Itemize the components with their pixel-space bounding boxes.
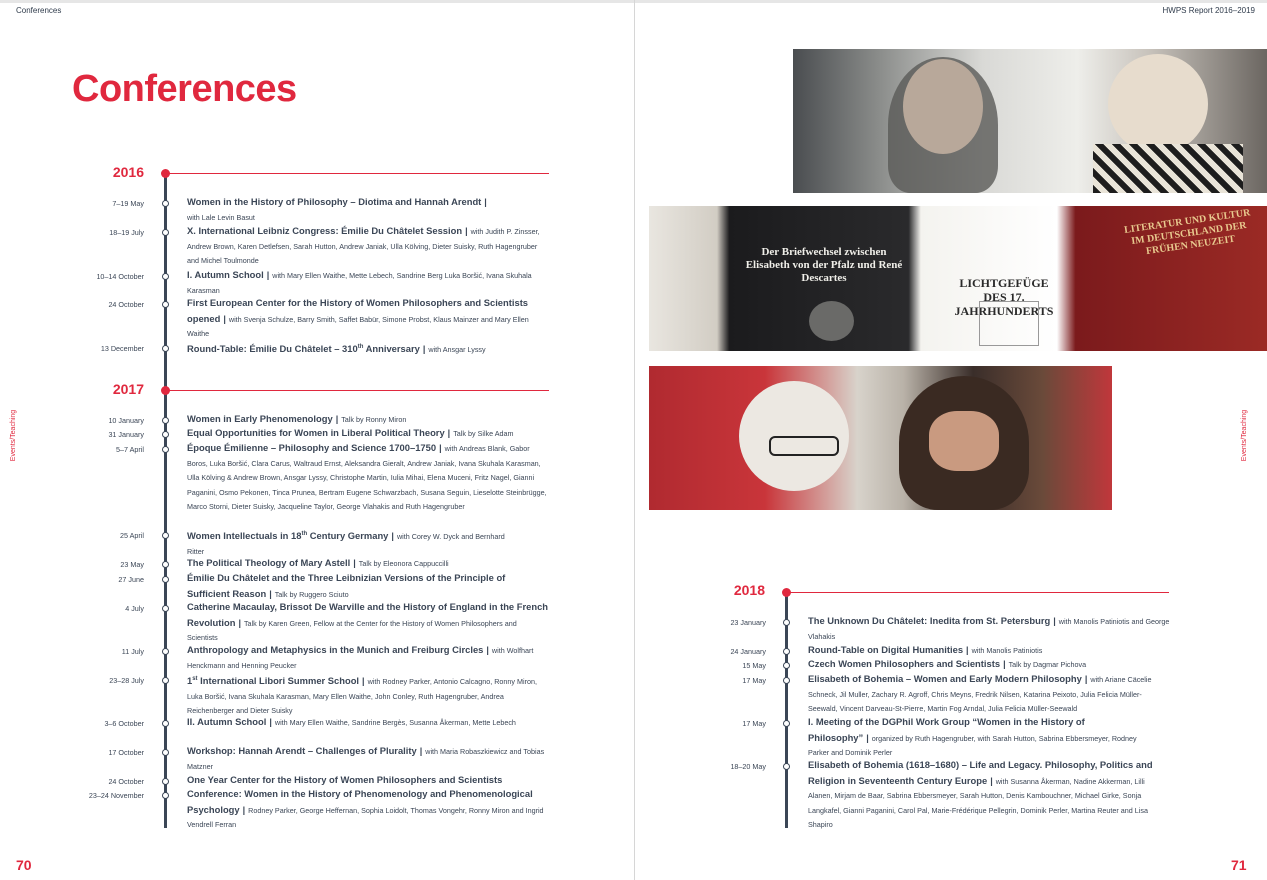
event-title: X. International Leibniz Congress: Émilie Du Châtelet Session (187, 225, 463, 236)
event-dot (162, 431, 169, 438)
event-title: First European Center for the History of Women Philosophers and Scientists opened (187, 297, 529, 324)
event-dot (162, 229, 169, 236)
event-entry: Equal Opportunities for Women in Liberal Political Theory | Talk by Silke Adam (187, 427, 514, 438)
top-rule (635, 0, 1267, 3)
side-label-left: Events/Teaching (10, 409, 18, 462)
event-dot (162, 605, 169, 612)
event-entry: Elisabeth of Bohemia – Women and Early Modern Philosophy | with Ariane Cäcelie Schneck, Jil Muller, Zachary R. Agroff, Chris Meyns, Fredrik Nilsen, Katarina Peixoto, Julia Felicia Müller-Seewald, Vincent Darveau-St-Pierre, Martin Fog Arndal, Julia Felicia Müller-Seewald (808, 673, 1152, 713)
event-date: 23–28 July (109, 676, 144, 685)
event-title: Women in the History of Philosophy – Diotima and Hannah Arendt (187, 196, 482, 207)
event-title: Émilie Du Châtelet and the Three Leibnizian Versions of the Principle of Sufficient Reason (187, 572, 506, 599)
event-date: 15 May (742, 661, 766, 670)
event-title: One Year Center for the History of Women Philosophers and Scientists (187, 774, 503, 785)
photo-two-people-talking (793, 49, 1267, 193)
event-details: with Judith P. Zinsser, Andrew Brown, Karen Detlefsen, Sarah Hutton, Andrew Janiak, Ulla Kölving, Dieter Suisky, Ruth Hagengruber and Michel Toulmonde (187, 227, 540, 265)
event-dot (162, 532, 169, 539)
event-date: 3–6 October (104, 719, 144, 728)
event-entry: Conference: Women in the History of Phenomenology and Phenomenological Psychology | Rodney Parker, George Heffernan, Sophia Loidolt, Thomas Vongehr, Ronny Miron and Ingrid Vendrell Ferran (187, 788, 544, 829)
event-details: with Rodney Parker, Antonio Calcagno, Ronny Miron, Luka Boršić, Ivana Skuhala Karasman, Mary Ellen Waithe, John Conley, Ruth Hagengruber, Andrea Reichenberger and Dieter Suisky (187, 677, 537, 716)
event-entry: I. Meeting of the DGPhil Work Group “Women in the History of Philosophy” | organized by Ruth Hagengruber, with Sarah Hutton, Sabrina Ebbersmeyer, Rodney Parker and Dominik Perler (808, 716, 1137, 757)
event-date: 10 January (108, 416, 144, 425)
event-entry: Round-Table: Émilie Du Châtelet – 310th Anniversary | with Ansgar Lyssy (187, 343, 486, 355)
event-details: Rodney Parker, George Heffernan, Sophia Loidolt, Thomas Vongehr, Ronny Miron and Ingrid Vendrell Ferran (187, 805, 544, 829)
event-entry: 1st International Libori Summer School | with Rodney Parker, Antonio Calcagno, Ronny Miron, Luka Boršić, Ivana Skuhala Karasman, Mary Ellen Waithe, John Conley, Ruth Hagengruber, Andrea Reichenberger and Dieter Suisky (187, 675, 537, 716)
book-title-1: Der Briefwechsel zwischen Elisabeth von der Pfalz und René Descartes (745, 246, 903, 284)
event-title: Anthropology and Metaphysics in the Munich and Freiburg Circles (187, 644, 484, 655)
event-details: with Svenja Schulze, Barry Smith, Saffet Babür, Simone Probst, Klaus Mainzer and Mary Ellen Waithe (187, 314, 529, 338)
event-dot (783, 677, 790, 684)
event-dot (783, 720, 790, 727)
event-entry: Czech Women Philosophers and Scientists | Talk by Dagmar Pichova (808, 658, 1087, 669)
event-dot (783, 662, 790, 669)
event-dot (162, 677, 169, 684)
event-date: 27 June (118, 575, 144, 584)
event-entry: The Political Theology of Mary Astell | Talk by Eleonora Cappuccilli (187, 557, 449, 568)
event-dot (162, 200, 169, 207)
photo-books (649, 206, 1267, 351)
event-entry: Elisabeth of Bohemia (1618–1680) – Life and Legacy. Philosophy, Politics and Religion in Seventeenth Century Europe | with Susanna Åkerman, Nadine Akkerman, Lilli Alanen, Mirjam de Baar, Sabrina Ebbersmeyer, Sarah Hutton, Denis Kambouchner, Michael Girke, Sonja Langkafel, Gianni Paganini, Carol Pal, Marie-Frédérique Pellegrin, Dominik Perler, Martina Reuter and Lisa Shapiro (808, 759, 1153, 829)
event-title: The Unknown Du Châtelet: Inedita from St. Petersburg (808, 615, 1051, 626)
event-dot (162, 417, 169, 424)
event-dot (783, 648, 790, 655)
event-dot (162, 561, 169, 568)
year-rule (166, 390, 549, 391)
event-date: 7–19 May (112, 199, 144, 208)
event-details: Talk by Ruggero Sciuto (274, 589, 349, 599)
event-dot (783, 763, 790, 770)
event-dot (162, 648, 169, 655)
event-title: I. Autumn School (187, 269, 264, 280)
event-date: 5–7 April (116, 445, 144, 454)
book-title-2: LICHTGEFÜGE DES 17. JAHRHUNDERTS (954, 276, 1054, 318)
event-details: with Andreas Blank, Gabor Boros, Luka Boršić, Clara Carus, Waltraud Ernst, Aleksandra Gieralt, Andrew Janiak, Ivana Skuhala Karasman, Ulla Kölving & Andrew Brown, Ansgar Lyssy, Christophe Martin, Iulia Mihai, Elena Muceni, Fritz Nagel, Gianni Paganini, Osmo Pekonen, Tinca Prunea, Bertram Eugene Schwarzbach, Susana Seguin, Lieselotte Steinbrügge, Marco Storni, Dieter Suisky, Jacqueline Taylor, George Vlahakis and Ruth Hagengruber (187, 444, 547, 511)
event-details: with Mary Ellen Waithe, Sandrine Bergès, Susanna Åkerman, Mette Lebech (274, 718, 516, 727)
event-dot (162, 576, 169, 583)
event-dot (162, 273, 169, 280)
event-title: Époque Émilienne – Philosophy and Science 1700–1750 (187, 442, 437, 453)
event-date: 17 May (742, 719, 766, 728)
event-entry: Catherine Macaulay, Brissot De Warville and the History of England in the French Revolution | Talk by Karen Green, Fellow at the Center for the History of Women Philosophers and Scientists (187, 601, 549, 642)
side-label-right: Events/Teaching (1241, 409, 1249, 462)
event-date: 17 May (742, 676, 766, 685)
page-number-left: 70 (16, 857, 32, 873)
event-dot (162, 720, 169, 727)
event-entry: The Unknown Du Châtelet: Inedita from St. Petersburg | with Manolis Patiniotis and George Vlahakis (808, 615, 1170, 641)
event-details: Talk by Silke Adam (453, 429, 514, 438)
event-title: Conference: Women in the History of Phenomenology and Phenomenological Psychology (187, 788, 533, 815)
event-dot (162, 301, 169, 308)
event-dot (162, 345, 169, 352)
event-dot (162, 749, 169, 756)
event-entry: Workshop: Hannah Arendt – Challenges of Plurality | with Maria Robaszkiewicz and Tobias Matzner (187, 745, 545, 771)
page-number-right: 71 (1231, 857, 1247, 873)
event-title: Czech Women Philosophers and Scientists (808, 658, 1001, 669)
event-entry: Émilie Du Châtelet and the Three Leibnizian Versions of the Principle of Sufficient Reason | Talk by Ruggero Sciuto (187, 572, 506, 599)
event-date: 25 April (120, 531, 144, 540)
running-head-left: Conferences (16, 6, 62, 15)
year-label: 2017 (112, 381, 144, 397)
event-details: with Susanna Åkerman, Nadine Akkerman, Lilli Alanen, Mirjam de Baar, Sabrina Ebbersmeyer, Sarah Hutton, Denis Kambouchner, Michael Girke, Sonja Langkafel, Gianni Paganini, Carol Pal, Marie-Frédérique Pellegrin, Dominik Perler, Martina Reuter and Lisa Shapiro (808, 776, 1148, 829)
event-details: with Ansgar Lyssy (428, 345, 486, 355)
event-date: 4 July (125, 604, 144, 613)
event-title: Elisabeth of Bohemia (1618–1680) – Life and Legacy. Philosophy, Politics and Religion in Seventeenth Century Europe (808, 759, 1153, 786)
event-dot (783, 619, 790, 626)
event-title: Round-Table on Digital Humanities (808, 644, 964, 655)
event-entry: Women Intellectuals in 18th Century Germany | with Corey W. Dyck and Bernhard Ritter (187, 530, 505, 556)
event-title: 1st International Libori Summer School (187, 675, 360, 687)
event-date: 13 December (100, 344, 144, 353)
event-entry: I. Autumn School | with Mary Ellen Waithe, Mette Lebech, Sandrine Berg Luka Boršić, Ivana Skuhala Karasman (187, 269, 532, 295)
event-entry: First European Center for the History of Women Philosophers and Scientists opened | with Svenja Schulze, Barry Smith, Saffet Babür, Simone Probst, Klaus Mainzer and Mary Ellen Waithe (187, 297, 529, 338)
event-dot (162, 446, 169, 453)
event-entry: Époque Émilienne – Philosophy and Science 1700–1750 | with Andreas Blank, Gabor Boros, Luka Boršić, Clara Carus, Waltraud Ernst, Aleksandra Gieralt, Andrew Janiak, Ivana Skuhala Karasman, Ulla Kölving & Andrew Brown, Ansgar Lyssy, Christophe Martin, Iulia Mihai, Elena Muceni, Fritz Nagel, Gianni Paganini, Osmo Pekonen, Tinca Prunea, Bertram Eugene Schwarzbach, Susana Seguin, Lieselotte Steinbrügge, Marco Storni, Dieter Suisky, Jacqueline Taylor, George Vlahakis and Ruth Hagengruber (187, 442, 547, 511)
event-date: 31 January (108, 430, 144, 439)
event-title: Women in Early Phenomenology (187, 413, 333, 424)
event-date: 18–19 July (109, 228, 144, 237)
event-date: 17 October (108, 748, 144, 757)
top-rule (0, 0, 634, 3)
event-entry: Round-Table on Digital Humanities | with Manolis Patiniotis (808, 644, 1043, 655)
year-rule (166, 173, 549, 174)
event-dot (162, 792, 169, 799)
event-details: with Lale Levin Basut (187, 212, 255, 222)
running-head-right: HWPS Report 2016–2019 (1162, 6, 1255, 15)
event-date: 18–20 May (730, 762, 766, 771)
event-title: The Political Theology of Mary Astell (187, 557, 351, 568)
event-details: Talk by Dagmar Pichova (1008, 660, 1087, 669)
year-label: 2016 (112, 164, 144, 180)
event-details: Talk by Eleonora Cappuccilli (358, 559, 449, 568)
event-details: with Ariane Cäcelie Schneck, Jil Muller, Zachary R. Agroff, Chris Meyns, Fredrik Nilsen, Katarina Peixoto, Julia Felicia Müller-Seewald, Vincent Darveau-St-Pierre, Martin Fog Arndal, Julia Felicia Müller-Seewald (808, 675, 1152, 713)
event-details: with Wolfhart Henckmann and Henning Peucker (187, 646, 534, 670)
event-date: 23 May (120, 560, 144, 569)
timeline-line (785, 592, 788, 828)
event-entry: Anthropology and Metaphysics in the Munich and Freiburg Circles | with Wolfhart Henckmann and Henning Peucker (187, 644, 534, 670)
event-title: Equal Opportunities for Women in Liberal Political Theory (187, 427, 445, 438)
event-details: with Corey W. Dyck and Bernhard Ritter (187, 532, 505, 556)
event-title: Round-Table: Émilie Du Châtelet – 310th Anniversary (187, 343, 420, 355)
book-title-3: LITERATUR UND KULTUR IM DEUTSCHLAND DER FRÜHEN NEUZEIT (1123, 207, 1252, 258)
event-title: I. Meeting of the DGPhil Work Group “Women in the History of Philosophy” (808, 716, 1085, 743)
event-title: II. Autumn School (187, 716, 267, 727)
event-date: 24 October (108, 300, 144, 309)
event-title: Workshop: Hannah Arendt – Challenges of Plurality (187, 745, 417, 756)
event-entry: II. Autumn School | with Mary Ellen Waithe, Sandrine Bergès, Susanna Åkerman, Mette Lebech (187, 716, 516, 727)
event-details: with Manolis Patiniotis (971, 646, 1043, 655)
year-rule (787, 592, 1169, 593)
event-date: 23 January (730, 618, 766, 627)
photo-two-people-reading (649, 366, 1112, 510)
event-date: 24 January (730, 647, 766, 656)
event-date: 11 July (121, 647, 144, 656)
event-date: 24 October (108, 777, 144, 786)
event-title: Elisabeth of Bohemia – Women and Early Modern Philosophy (808, 673, 1082, 684)
event-title: Catherine Macaulay, Brissot De Warville and the History of England in the French Revolution (187, 601, 549, 628)
event-details: organized by Ruth Hagengruber, with Sarah Hutton, Sabrina Ebbersmeyer, Rodney Parker and Dominik Perler (808, 733, 1137, 757)
event-dot (162, 778, 169, 785)
event-date: 10–14 October (96, 272, 144, 281)
event-date: 23–24 November (88, 791, 144, 800)
year-label: 2018 (733, 582, 765, 598)
page-title: Conferences (72, 68, 297, 110)
event-details: with Maria Robaszkiewicz and Tobias Matzner (187, 747, 545, 771)
event-title: Women Intellectuals in 18th Century Germany (187, 530, 389, 542)
event-entry: Women in Early Phenomenology | Talk by Ronny Miron (187, 413, 407, 424)
timeline-line (164, 173, 167, 828)
event-details: with Mary Ellen Waithe, Mette Lebech, Sandrine Berg Luka Boršić, Ivana Skuhala Karasman (187, 271, 532, 295)
event-details: with Manolis Patiniotis and George Vlahakis (808, 617, 1170, 641)
event-entry: X. International Leibniz Congress: Émilie Du Châtelet Session | with Judith P. Zinsser, Andrew Brown, Karen Detlefsen, Sarah Hutton, Andrew Janiak, Ulla Kölving, Dieter Suisky, Ruth Hagengruber and Michel Toulmonde (187, 225, 540, 265)
event-details: Talk by Karen Green, Fellow at the Center for the History of Women Philosophers and Scientists (187, 618, 517, 642)
event-details: Talk by Ronny Miron (341, 415, 407, 424)
event-entry: Women in the History of Philosophy – Diotima and Hannah Arendt | with Lale Levin Basut (187, 196, 487, 222)
